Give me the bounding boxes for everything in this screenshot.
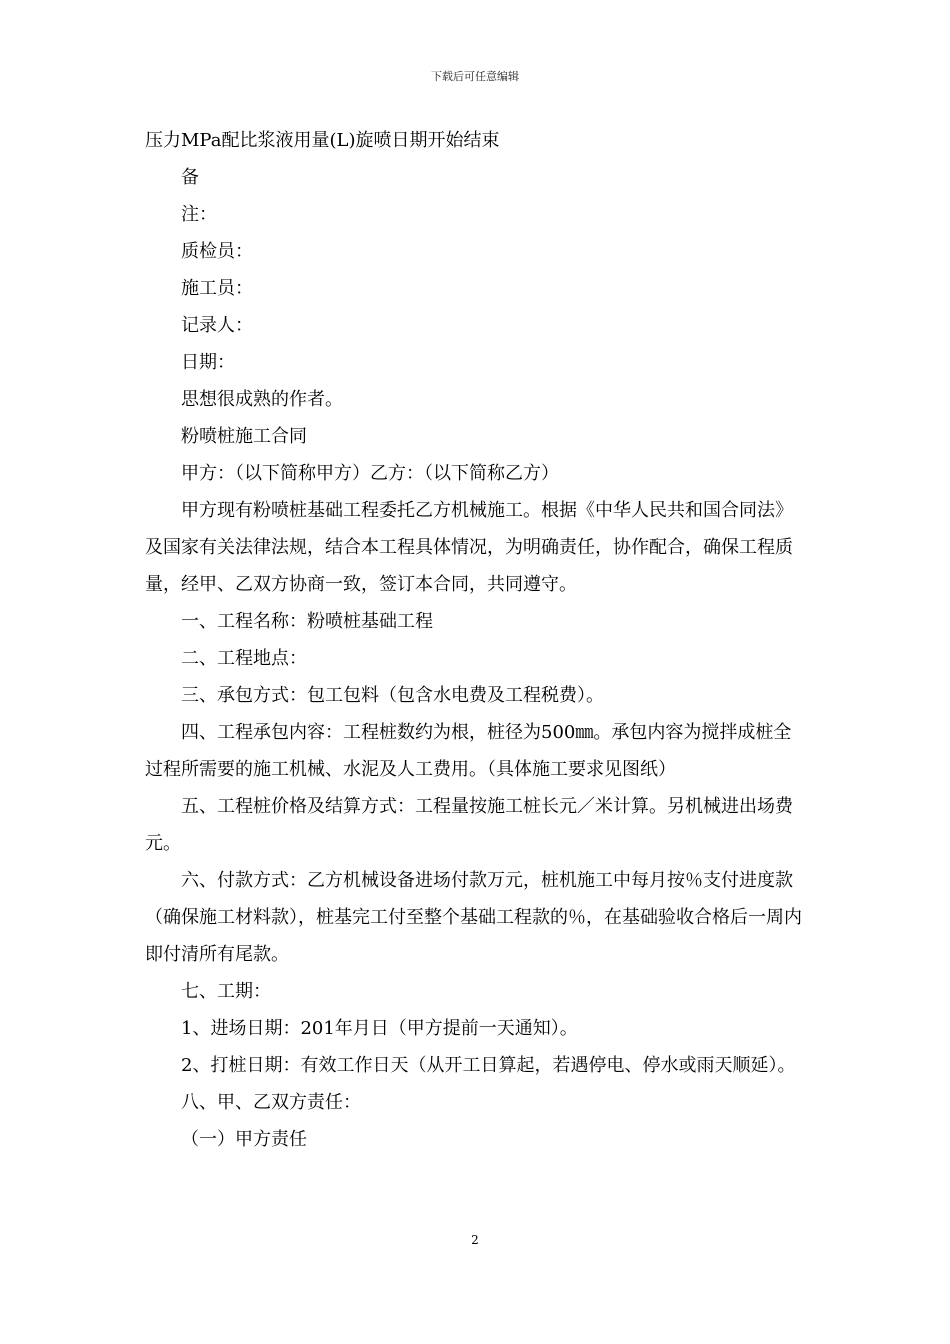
contract-title: 粉喷桩施工合同: [181, 426, 307, 447]
clause-contract-content: 四、工程承包内容：工程桩数约为根，桩径为500㎜。承包内容为搅拌成桩全过程所需要的施工机械、水泥及人工费用。（具体施工要求见图纸）: [145, 722, 792, 780]
schedule-piling-date: 2、打桩日期：有效工作日天（从开工日算起，若遇停电、停水或雨天顺延）。: [181, 1055, 796, 1076]
remark-label-1: 备: [181, 167, 199, 188]
parties-line: 甲方：（以下简称甲方）乙方：（以下简称乙方）: [181, 463, 559, 484]
recorder-label: 记录人：: [181, 315, 253, 336]
clause-schedule: 七、工期：: [181, 981, 271, 1002]
date-label: 日期：: [181, 352, 235, 373]
inspector-label: 质检员：: [181, 241, 253, 262]
author-note: 思想很成熟的作者。: [181, 389, 343, 410]
page-number: 2: [471, 1233, 479, 1247]
clause-contract-method: 三、承包方式：包工包料（包含水电费及工程税费）。: [181, 685, 604, 706]
party-a-responsibility-heading: （一）甲方责任: [181, 1129, 307, 1150]
document-body: [145, 122, 807, 1158]
clause-payment: 六、付款方式：乙方机械设备进场付款万元，桩机施工中每月按％支付进度款（确保施工材料款），桩基完工付至整个基础工程款的％，在基础验收合格后一周内即付清所有尾款。: [145, 870, 802, 965]
remark-label-2: 注：: [181, 204, 217, 225]
clause-price-settlement: 五、工程桩价格及结算方式：工程量按施工桩长元／米计算。另机械进出场费元。: [145, 796, 793, 854]
contract-intro: 甲方现有粉喷桩基础工程委托乙方机械施工。根据《中华人民共和国合同法》及国家有关法律法规，结合本工程具体情况，为明确责任，协作配合，确保工程质量，经甲、乙双方协商一致，签订本合同，共同遵守。: [145, 500, 793, 595]
table-header-line: 压力MPa配比浆液用量(L)旋喷日期开始结束: [145, 130, 500, 151]
constructor-label: 施工员：: [181, 278, 253, 299]
clause-project-location: 二、工程地点：: [181, 648, 307, 669]
schedule-entry-date: 1、进场日期：201年月日（甲方提前一天通知）。: [181, 1018, 578, 1039]
page-header: 下载后可任意编辑: [431, 70, 519, 83]
clause-project-name: 一、工程名称：粉喷桩基础工程: [181, 611, 433, 632]
clause-responsibilities: 八、甲、乙双方责任：: [181, 1092, 361, 1113]
